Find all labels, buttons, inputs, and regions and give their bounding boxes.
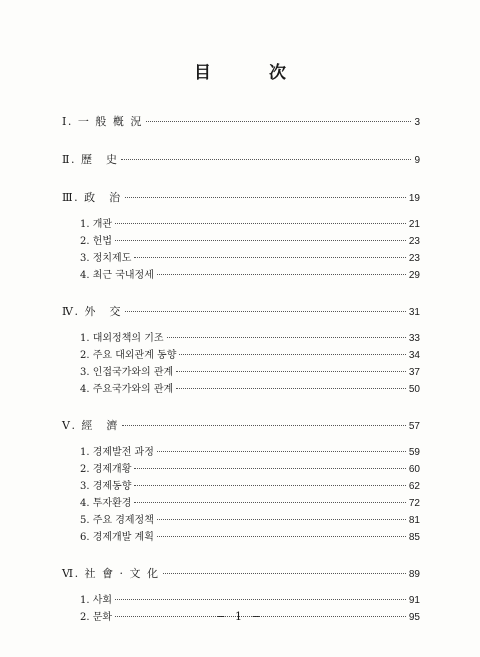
section-title: 6. 경제개발 계획	[80, 532, 154, 543]
section-page-number: 33	[408, 333, 420, 344]
dot-leader	[115, 223, 406, 224]
chapter-page-number: 89	[408, 569, 420, 580]
toc-section-entry[interactable]	[62, 249, 420, 266]
section-page-number: 91	[408, 595, 420, 606]
section-page-number: 34	[408, 350, 420, 361]
toc-section-entry[interactable]	[62, 443, 420, 460]
section-title: 2. 문화	[80, 612, 113, 623]
toc-chapter-entry[interactable]	[62, 189, 420, 207]
chapter-page-number: 57	[408, 421, 420, 432]
chapter-spacer	[62, 283, 420, 303]
dot-leader	[122, 425, 406, 426]
section-page-number: 50	[408, 384, 420, 395]
section-title: 5. 주요 경제정책	[80, 515, 154, 526]
toc-section-entry[interactable]	[62, 477, 420, 494]
toc-chapter-entry[interactable]	[62, 151, 420, 169]
dot-leader	[115, 599, 406, 600]
section-page-number: 37	[408, 367, 420, 378]
section-page-number: 29	[408, 270, 420, 281]
section-title: 3. 경제동향	[80, 481, 132, 492]
section-title: 4. 최근 국내정세	[80, 270, 154, 281]
page-title: 目 次	[194, 63, 312, 83]
toc-section-entry[interactable]	[62, 266, 420, 283]
chapter-spacer	[62, 131, 420, 151]
section-title: 2. 주요 대외관계 동향	[80, 350, 177, 361]
dot-leader	[179, 354, 406, 355]
section-spacer	[62, 435, 420, 443]
section-page-number: 60	[408, 464, 420, 475]
section-page-number: 95	[408, 612, 420, 623]
section-page-number: 72	[408, 498, 420, 509]
dot-leader	[176, 388, 406, 389]
section-title: 2. 헌법	[80, 236, 113, 247]
toc-section-entry[interactable]	[62, 591, 420, 608]
section-page-number: 59	[408, 447, 420, 458]
section-title: 1. 개관	[80, 219, 113, 230]
dot-leader	[157, 274, 406, 275]
dot-leader	[121, 159, 411, 160]
section-spacer	[62, 207, 420, 215]
section-title: 1. 경제발전 과정	[80, 447, 154, 458]
section-title: 3. 인접국가와의 관계	[80, 367, 174, 378]
chapter-page-number: 19	[408, 193, 420, 204]
dot-leader	[157, 519, 406, 520]
toc-section-entry[interactable]	[62, 232, 420, 249]
chapter-spacer	[62, 545, 420, 565]
chapter-page-number: 3	[414, 117, 420, 128]
section-spacer	[62, 321, 420, 329]
dot-leader	[125, 311, 406, 312]
chapter-title: Ⅱ. 歷 史	[62, 153, 119, 166]
chapter-spacer	[62, 397, 420, 417]
dot-leader	[134, 468, 406, 469]
section-page-number: 21	[408, 219, 420, 230]
chapter-title: Ⅴ. 經 濟	[62, 419, 119, 432]
dot-leader	[167, 337, 406, 338]
toc-section-entry[interactable]	[62, 380, 420, 397]
chapter-title: Ⅳ. 外 交	[62, 305, 122, 318]
toc-section-entry[interactable]	[62, 346, 420, 363]
chapter-title: Ⅲ. 政 治	[62, 191, 122, 204]
toc-chapter-entry[interactable]	[62, 303, 420, 321]
dot-leader	[134, 485, 406, 486]
toc-section-entry[interactable]	[62, 363, 420, 380]
dot-leader	[146, 121, 412, 122]
section-title: 2. 경제개황	[80, 464, 132, 475]
page-number: − 1 −	[216, 610, 264, 623]
chapter-title: Ⅰ. 一 般 槪 況	[62, 115, 143, 128]
dot-leader	[134, 502, 406, 503]
section-title: 1. 사회	[80, 595, 113, 606]
toc-chapter-entry[interactable]	[62, 113, 420, 131]
dot-leader	[125, 197, 406, 198]
table-of-contents	[62, 113, 420, 625]
chapter-page-number: 31	[408, 307, 420, 318]
section-page-number: 81	[408, 515, 420, 526]
section-title: 4. 투자환경	[80, 498, 132, 509]
toc-chapter-entry[interactable]	[62, 417, 420, 435]
section-page-number: 62	[408, 481, 420, 492]
dot-leader	[157, 451, 406, 452]
section-spacer	[62, 583, 420, 591]
toc-section-entry[interactable]	[62, 511, 420, 528]
chapter-title: Ⅵ. 社 會 · 文 化	[62, 567, 160, 580]
chapter-page-number: 9	[414, 155, 420, 166]
toc-section-entry[interactable]	[62, 494, 420, 511]
section-page-number: 23	[408, 253, 420, 264]
dot-leader	[115, 240, 406, 241]
dot-leader	[157, 536, 406, 537]
section-title: 1. 대외정책의 기조	[80, 333, 164, 344]
section-page-number: 85	[408, 532, 420, 543]
toc-chapter-entry[interactable]	[62, 565, 420, 583]
dot-leader	[176, 371, 406, 372]
section-title: 3. 정치제도	[80, 253, 132, 264]
toc-section-entry[interactable]	[62, 460, 420, 477]
section-page-number: 23	[408, 236, 420, 247]
chapter-spacer	[62, 169, 420, 189]
dot-leader	[134, 257, 406, 258]
dot-leader	[163, 573, 406, 574]
section-title: 4. 주요국가와의 관계	[80, 384, 174, 395]
toc-section-entry[interactable]	[62, 528, 420, 545]
toc-section-entry[interactable]	[62, 215, 420, 232]
toc-section-entry[interactable]	[62, 329, 420, 346]
